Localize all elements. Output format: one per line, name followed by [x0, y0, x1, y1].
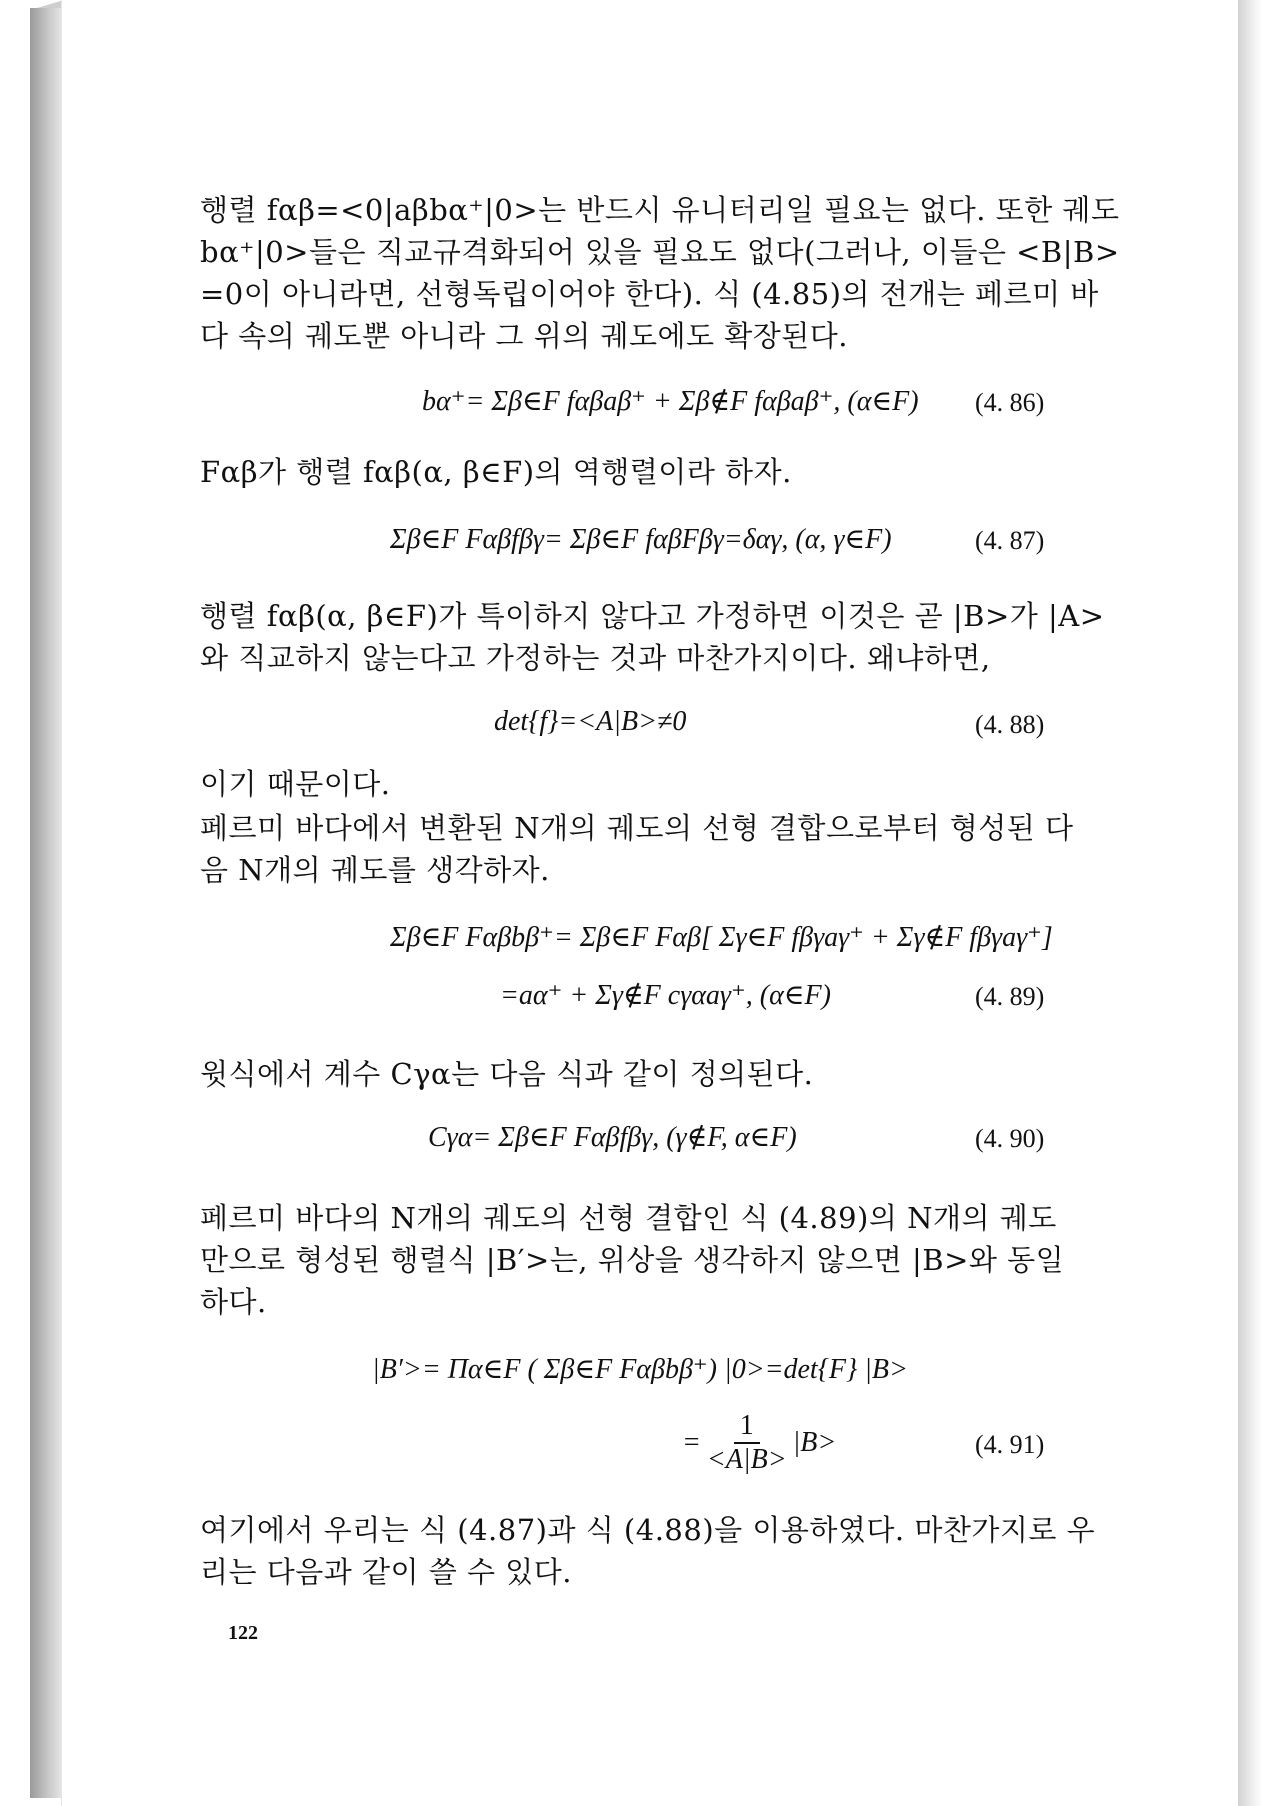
- equation-4-91-line1: |B′>= Πα∈F ( Σβ∈F Fαβbβ⁺) |0>=det{F} |B>: [372, 1354, 908, 1385]
- paragraph6: 윗식에서 계수 Cγα는 다음 식과 같이 정의된다.: [200, 1057, 814, 1091]
- paragraph3-line2: 와 직교하지 않는다고 가정하는 것과 마찬가지이다. 왜냐하면,: [200, 641, 991, 675]
- fraction-numerator: 1: [734, 1410, 760, 1444]
- paragraph7-line2: 만으로 형성된 행렬식 |B′>는, 위상을 생각하지 않으면 |B>와 동일: [200, 1243, 1065, 1277]
- equation-number-4-88: (4. 88): [975, 710, 1045, 739]
- paragraph4: 이기 때문이다.: [200, 767, 391, 801]
- equation-number-4-87: (4. 87): [975, 526, 1045, 555]
- fraction-denominator: <A|B>: [706, 1444, 787, 1475]
- paragraph2: Fαβ가 행렬 fαβ(α, β∈F)의 역행렬이라 하자.: [200, 455, 792, 489]
- paragraph1-line2: bα⁺|0>들은 직교규격화되어 있을 필요도 없다(그러나, 이들은 <B|B>: [200, 235, 1120, 269]
- equation-4-91-line2: [682, 1410, 836, 1476]
- equation-number-4-91: (4. 91): [975, 1430, 1045, 1459]
- page-edge-right: [1238, 0, 1262, 1806]
- equation-4-87: Σβ∈F Fαβfβγ= Σβ∈F fαβFβγ=δαγ, (α, γ∈F): [390, 524, 892, 555]
- equation-4-91-ket: |B>: [792, 1427, 837, 1458]
- paragraph8-line1: 여기에서 우리는 식 (4.87)과 식 (4.88)을 이용하였다. 마찬가지로 우: [200, 1513, 1096, 1547]
- paragraph3-line1: 행렬 fαβ(α, β∈F)가 특이하지 않다고 가정하면 이것은 곧 |B>가 |A>: [200, 599, 1105, 633]
- paragraph7-line1: 페르미 바다의 N개의 궤도의 선형 결합인 식 (4.89)의 N개의 궤도: [200, 1201, 1057, 1235]
- equation-4-88: det{f}=<A|B>≠0: [494, 706, 687, 737]
- paragraph1-line4: 다 속의 궤도뿐 아니라 그 위의 궤도에도 확장된다.: [200, 319, 849, 353]
- equation-number-4-89: (4. 89): [975, 982, 1045, 1011]
- equation-4-90: Cγα= Σβ∈F Fαβfβγ, (γ∉F, α∈F): [428, 1122, 797, 1153]
- equation-number-4-90: (4. 90): [975, 1124, 1045, 1153]
- equation-4-91-equals: =: [682, 1427, 701, 1458]
- paragraph1-line1: 행렬 fαβ=<0|aβbα⁺|0>는 반드시 유니터리일 필요는 없다. 또한 궤도: [200, 193, 1120, 227]
- equation-4-89-line1: Σβ∈F Fαβbβ⁺= Σβ∈F Fαβ[ Σγ∈F fβγaγ⁺ + Σγ∉F fβγaγ⁺]: [390, 922, 1053, 953]
- equation-4-86: bα⁺= Σβ∈F fαβaβ⁺ + Σβ∉F fαβaβ⁺, (α∈F): [422, 386, 919, 417]
- equation-number-4-86: (4. 86): [975, 388, 1045, 417]
- fraction: [707, 1410, 787, 1476]
- paragraph8-line2: 리는 다음과 같이 쓸 수 있다.: [200, 1555, 572, 1589]
- equation-4-89-line2: =aα⁺ + Σγ∉F cγαaγ⁺, (α∈F): [500, 980, 831, 1011]
- paragraph5-line1: 페르미 바다에서 변환된 N개의 궤도의 선형 결합으로부터 형성된 다: [200, 811, 1074, 845]
- page-number: 122: [228, 1622, 258, 1644]
- paragraph1-line3: =0이 아니라면, 선형독립이어야 한다). 식 (4.85)의 전개는 페르미 바: [200, 277, 1099, 311]
- paragraph5-line2: 음 N개의 궤도를 생각하자.: [200, 853, 550, 887]
- paragraph7-line3: 하다.: [200, 1285, 267, 1319]
- page-edge-left: [30, 8, 64, 1798]
